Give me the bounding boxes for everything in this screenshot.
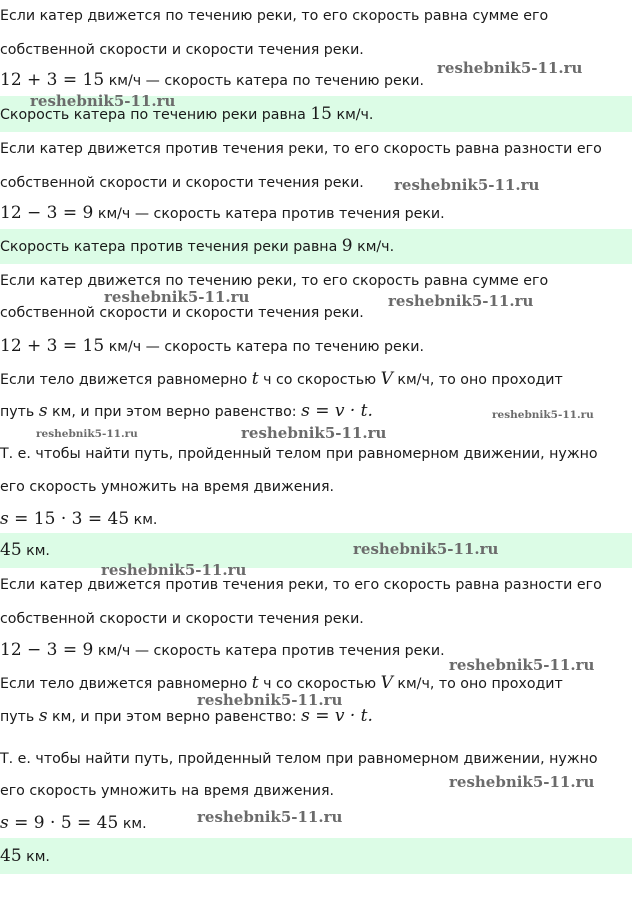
text-line [0, 369, 563, 390]
watermark: reshebnik5-11.ru [197, 808, 343, 826]
text-part: Если тело движется равномерно [0, 676, 252, 692]
watermark: reshebnik5-11.ru [241, 424, 387, 442]
text-line: Если катер движется против течения реки, то его скорость равна разности его [0, 577, 602, 593]
watermark: reshebnik5-11.ru [30, 92, 176, 110]
formula-line [0, 813, 147, 834]
watermark: reshebnik5-11.ru [36, 428, 138, 440]
formula-line [0, 203, 445, 224]
answer-unit: км. [21, 849, 50, 865]
variable-t: t [251, 673, 259, 693]
text-part: км, и при этом верно равенство: [47, 404, 302, 420]
formula: = 9 · 5 = 45 [8, 813, 119, 833]
answer-line [0, 540, 50, 561]
text-line: собственной скорости и скорости течения реки. [0, 305, 364, 321]
answer-unit: км/ч. [331, 107, 374, 123]
watermark: reshebnik5-11.ru [388, 292, 534, 310]
formula-text: км/ч — скорость катера против течения реки. [93, 643, 445, 659]
formula-line [0, 336, 424, 357]
text-part: Если тело движется равномерно [0, 372, 252, 388]
watermark: reshebnik5-11.ru [394, 176, 540, 194]
text-line: собственной скорости и скорости течения реки. [0, 611, 364, 627]
formula-unit: км. [129, 512, 158, 528]
text-part: ч со скоростью [258, 372, 381, 388]
answer-line [0, 236, 394, 257]
variable-v: V [380, 369, 393, 389]
answer-value: 45 [0, 540, 22, 560]
formula-line [0, 640, 445, 661]
text-line [0, 401, 373, 422]
watermark: reshebnik5-11.ru [197, 691, 343, 709]
formula: s = v · t. [301, 401, 373, 421]
text-line [0, 706, 373, 727]
text-line: его скорость умножить на время движения. [0, 783, 335, 799]
text-part: путь [0, 709, 39, 725]
answer-unit: км. [21, 543, 50, 559]
variable-v: V [380, 673, 393, 693]
answer-highlight [0, 838, 632, 874]
watermark: reshebnik5-11.ru [449, 656, 595, 674]
text-part: км, и при этом верно равенство: [47, 709, 302, 725]
text-line: Т. е. чтобы найти путь, пройденный телом при равномерном движении, нужно [0, 751, 598, 767]
watermark: reshebnik5-11.ru [492, 409, 594, 421]
text-part: км/ч, то оно проходит [392, 676, 563, 692]
text-line: Если катер движется по течению реки, то его скорость равна сумме его [0, 8, 549, 24]
text-line: собственной скорости и скорости течения реки. [0, 42, 364, 58]
formula: 12 + 3 = 15 [0, 336, 105, 356]
watermark: reshebnik5-11.ru [101, 561, 247, 579]
watermark: reshebnik5-11.ru [104, 288, 250, 306]
variable-s: s [38, 401, 48, 421]
variable-s: s [0, 813, 9, 833]
answer-text: Скорость катера против течения реки равна [0, 239, 342, 255]
text-line: Если катер движется против течения реки, то его скорость равна разности его [0, 141, 602, 157]
answer-text: Скорость катера по течению реки равна [0, 107, 311, 123]
formula: 12 − 3 = 9 [0, 203, 94, 223]
answer-highlight [0, 533, 632, 568]
formula: = 15 · 3 = 45 [8, 509, 130, 529]
watermark: reshebnik5-11.ru [353, 540, 499, 558]
formula-text: км/ч — скорость катера по течению реки. [104, 73, 425, 89]
answer-value: 9 [341, 236, 353, 256]
formula-text: км/ч — скорость катера по течению реки. [104, 339, 425, 355]
text-line: Если катер движется по течению реки, то его скорость равна сумме его [0, 273, 549, 289]
formula-line [0, 70, 424, 91]
text-part: ч со скоростью [258, 676, 381, 692]
formula: 12 − 3 = 9 [0, 640, 94, 660]
formula-text: км/ч — скорость катера против течения реки. [93, 206, 445, 222]
formula-line [0, 509, 157, 530]
watermark: reshebnik5-11.ru [437, 59, 583, 77]
variable-s: s [0, 509, 9, 529]
formula: 12 + 3 = 15 [0, 70, 105, 90]
answer-unit: км/ч. [352, 239, 395, 255]
answer-line [0, 846, 50, 867]
text-line: Т. е. чтобы найти путь, пройденный телом при равномерном движении, нужно [0, 446, 598, 462]
text-line: собственной скорости и скорости течения реки. [0, 175, 364, 191]
answer-value: 45 [0, 846, 22, 866]
formula: s = v · t. [301, 706, 373, 726]
answer-value: 15 [310, 104, 332, 124]
variable-s: s [38, 706, 48, 726]
variable-t: t [251, 369, 259, 389]
watermark: reshebnik5-11.ru [449, 773, 595, 791]
text-part: путь [0, 404, 39, 420]
text-line: его скорость умножить на время движения. [0, 479, 335, 495]
formula-unit: км. [118, 816, 147, 832]
text-part: км/ч, то оно проходит [392, 372, 563, 388]
